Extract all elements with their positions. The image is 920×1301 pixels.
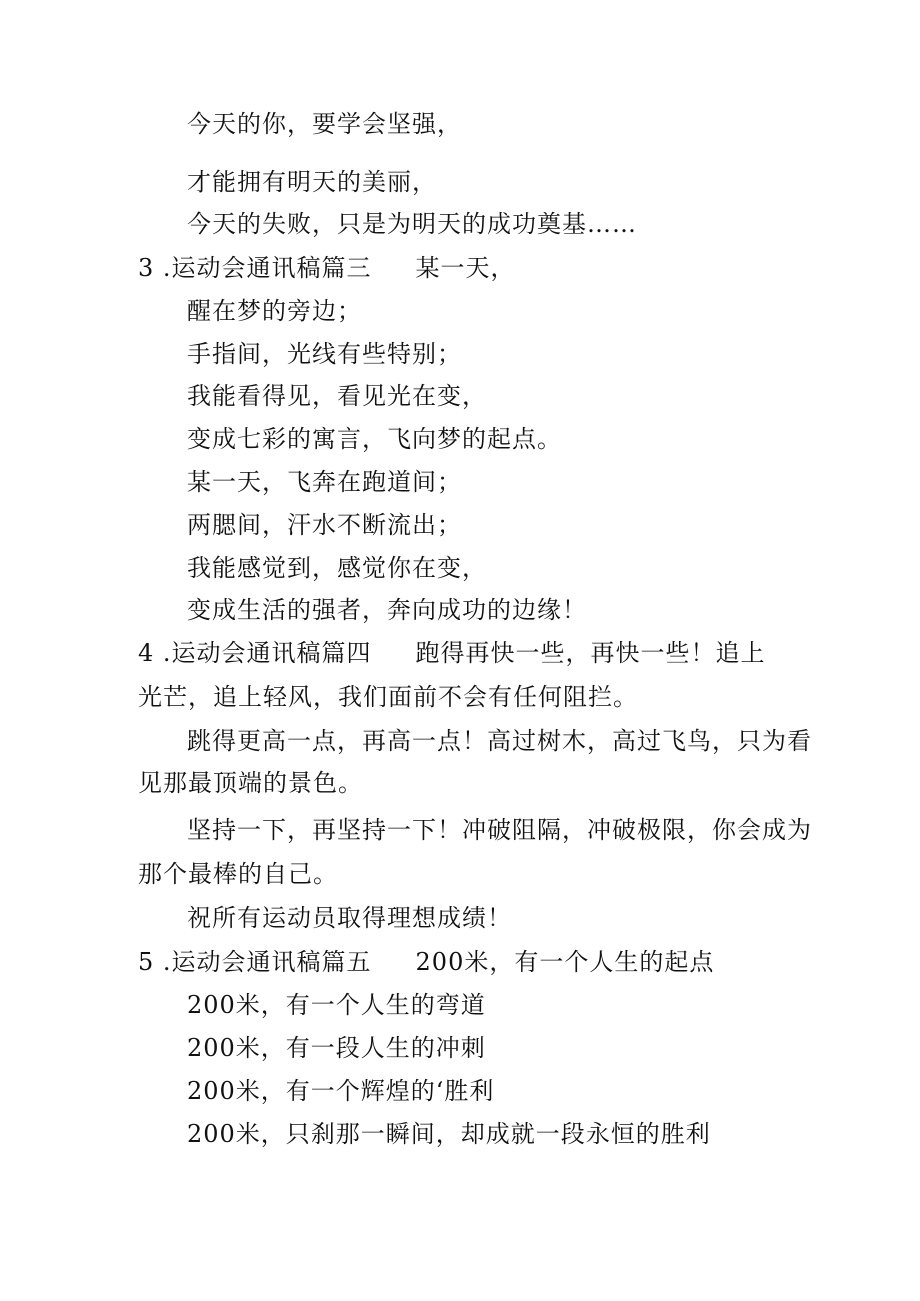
paragraph-line: 两腮间，汗水不断流出； bbox=[187, 511, 462, 539]
paragraph-line: 手指间，光线有些特别； bbox=[187, 340, 462, 368]
section-heading: 5 .运动会通讯稿篇五 bbox=[138, 948, 372, 976]
section-first-line: 某一天， bbox=[415, 254, 516, 282]
section-heading: 3 .运动会通讯稿篇三 bbox=[138, 254, 372, 282]
paragraph-line: 今天的你，要学会坚强， bbox=[187, 110, 462, 138]
paragraph-line: 那个最棒的自己。 bbox=[138, 860, 338, 888]
paragraph-line: 醒在梦的旁边； bbox=[187, 297, 362, 325]
section-heading: 4 .运动会通讯稿篇四 bbox=[138, 639, 372, 667]
section-heading-line bbox=[138, 256, 516, 280]
section-heading-line bbox=[138, 950, 714, 974]
paragraph-line: 200米，有一段人生的冲刺 bbox=[187, 1034, 486, 1062]
section-first-line: 200米，有一个人生的起点 bbox=[415, 948, 715, 976]
paragraph-line: 变成生活的强者，奔向成功的边缘！ bbox=[187, 596, 587, 624]
paragraph-line: 我能看得见，看见光在变， bbox=[187, 382, 487, 410]
paragraph-line: 跳得更高一点，再高一点！高过树木，高过飞鸟，只为看 bbox=[187, 727, 812, 755]
paragraph-line: 坚持一下，再坚持一下！冲破阻隔，冲破极限，你会成为 bbox=[187, 816, 812, 844]
paragraph-line: 变成七彩的寓言，飞向梦的起点。 bbox=[187, 425, 562, 453]
paragraph-line: 祝所有运动员取得理想成绩！ bbox=[187, 904, 512, 932]
paragraph-line: 见那最顶端的景色。 bbox=[138, 769, 363, 797]
paragraph-line: 我能感觉到，感觉你在变， bbox=[187, 554, 487, 582]
section-heading-line bbox=[138, 641, 766, 665]
paragraph-line: 200米，只刹那一瞬间，却成就一段永恒的胜利 bbox=[187, 1120, 711, 1148]
paragraph-line: 200米，有一个辉煌的‘胜利 bbox=[187, 1077, 495, 1105]
paragraph-line: 200米，有一个人生的弯道 bbox=[187, 991, 486, 1019]
paragraph-line: 某一天，飞奔在跑道间； bbox=[187, 468, 462, 496]
paragraph-line: 才能拥有明天的美丽， bbox=[187, 168, 437, 196]
paragraph-line: 光芒，追上轻风，我们面前不会有任何阻拦。 bbox=[138, 683, 638, 711]
paragraph-line: 今天的失败，只是为明天的成功奠基…… bbox=[187, 210, 637, 238]
section-first-line: 跑得再快一些，再快一些！追上 bbox=[415, 639, 766, 667]
